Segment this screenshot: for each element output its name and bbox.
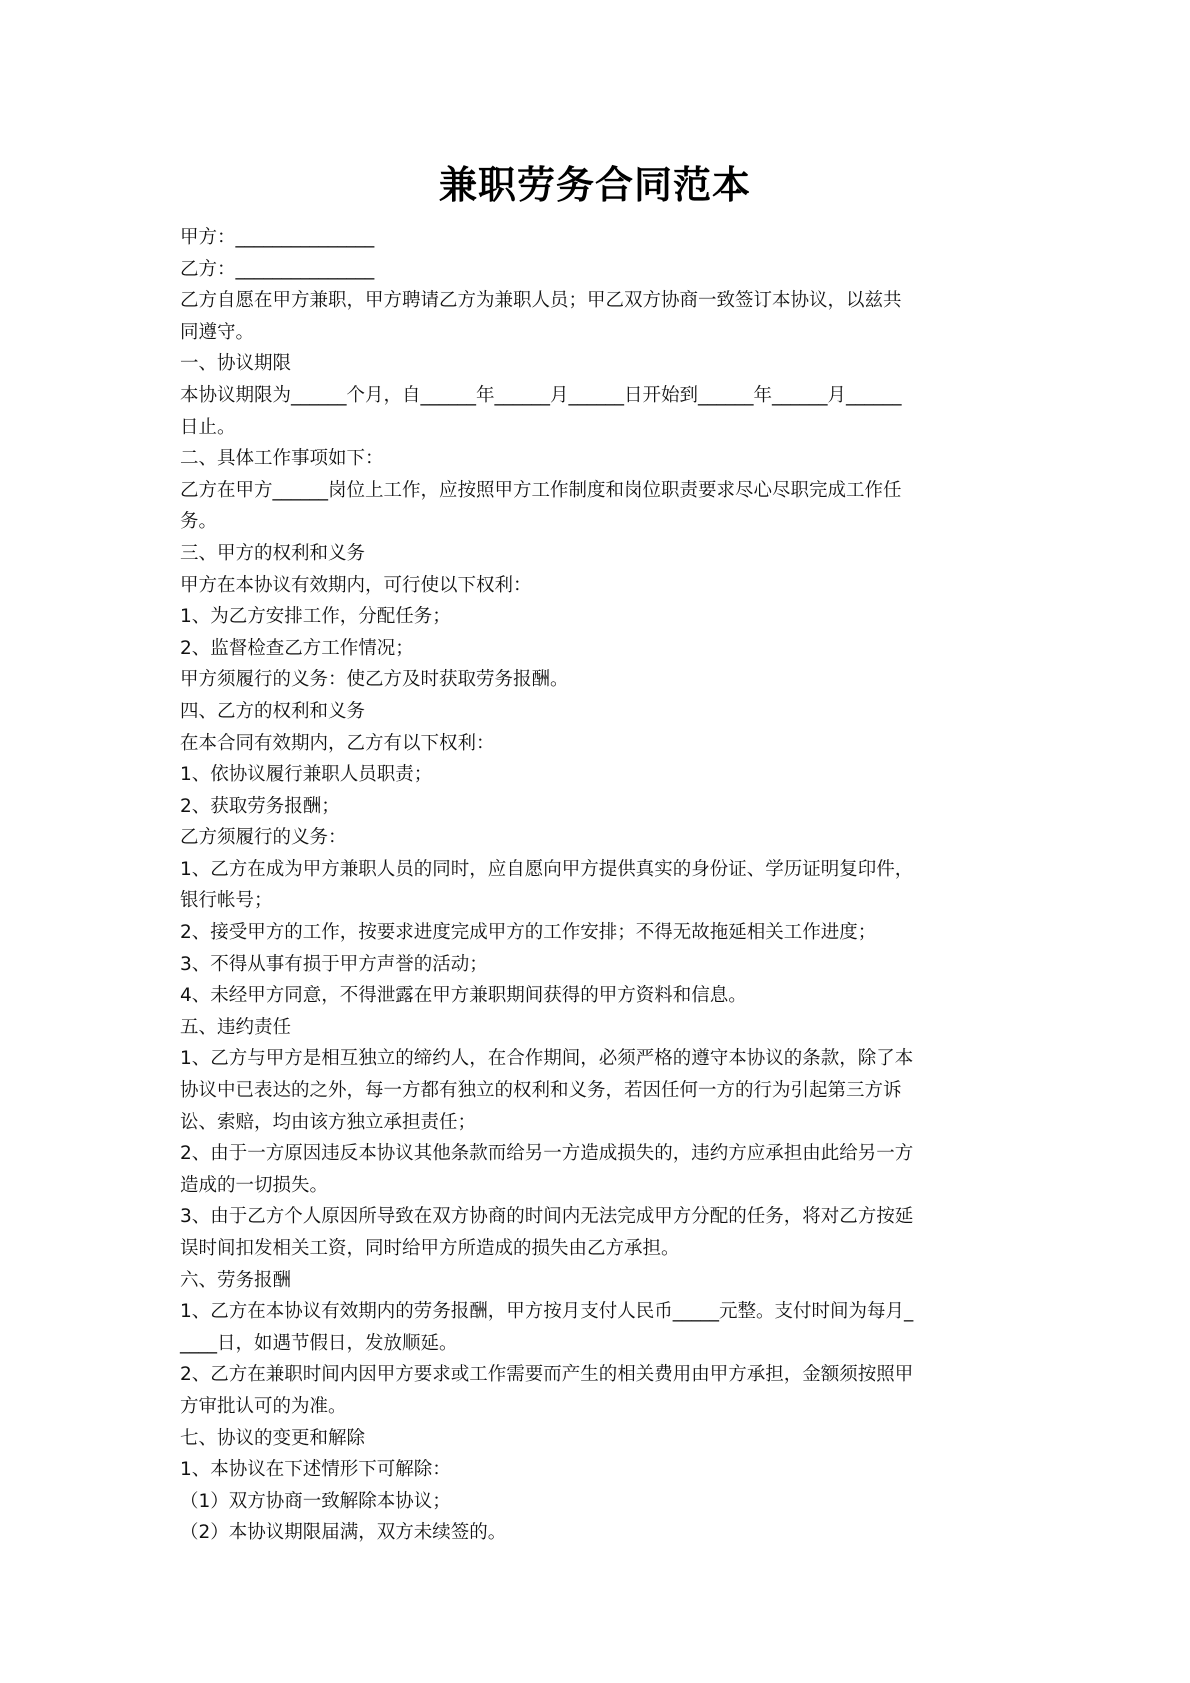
clause-line: 甲方在本协议有效期内，可行使以下权利： — [180, 574, 532, 596]
clause-line: 误时间扣发相关工资，同时给甲方所造成的损失由乙方承担。 — [180, 1238, 680, 1259]
clause-line: 1、依协议履行兼职人员职责； — [180, 764, 433, 786]
clause-line: 务。 — [180, 511, 218, 533]
section-heading: 六、劳务报酬 — [180, 1269, 292, 1291]
section-heading: 三、甲方的权利和义务 — [180, 542, 366, 564]
clause-line: 协议中已表达的之外，每一方都有独立的权利和义务，若因任何一方的行为引起第三方诉 — [180, 1080, 902, 1102]
clause-line: 银行帐号； — [180, 890, 273, 912]
party-a-line: 甲方：_______________ — [180, 227, 375, 248]
clause-line: （1）双方协商一致解除本协议； — [180, 1490, 451, 1512]
section-heading: 七、协议的变更和解除 — [180, 1427, 366, 1449]
clause-line: （2）本协议期限届满，双方未续签的。 — [180, 1522, 507, 1544]
section-heading: 一、协议期限 — [180, 353, 292, 375]
clause-line: 1、乙方在本协议有效期内的劳务报酬，甲方按月支付人民币_____元整。支付时间为每月_ — [180, 1301, 914, 1323]
clause-line: 造成的一切损失。 — [180, 1174, 329, 1196]
section-heading: 二、具体工作事项如下： — [180, 448, 384, 470]
clause-line: 1、乙方与甲方是相互独立的缔约人，在合作期间，必须严格的遵守本协议的条款，除了本 — [180, 1048, 914, 1070]
section-heading: 五、违约责任 — [180, 1016, 292, 1038]
clause-line: 3、不得从事有损于甲方声誉的活动； — [180, 953, 488, 975]
clause-line: 方审批认可的为准。 — [180, 1395, 347, 1417]
clause-line: 2、监督检查乙方工作情况； — [180, 637, 414, 659]
clause-line: 乙方须履行的义务： — [180, 827, 347, 849]
clause-line: 本协议期限为______个月，自______年______月______日开始到______年______月______ — [180, 384, 902, 406]
clause-line: 1、乙方在成为甲方兼职人员的同时，应自愿向甲方提供真实的身份证、学历证明复印件， — [180, 858, 914, 880]
document-title: 兼职劳务合同范本 — [438, 162, 751, 207]
party-b-line: 乙方：_______________ — [180, 258, 375, 280]
clause-line: ____日，如遇节假日，发放顺延。 — [180, 1332, 458, 1354]
clause-line: 日止。 — [180, 416, 236, 438]
clause-line: 在本合同有效期内，乙方有以下权利： — [180, 732, 495, 754]
clause-line: 乙方在甲方______岗位上工作，应按照甲方工作制度和岗位职责要求尽心尽职完成工作任 — [180, 479, 902, 501]
clause-line: 4、未经甲方同意，不得泄露在甲方兼职期间获得的甲方资料和信息。 — [180, 985, 747, 1007]
clause-line: 2、乙方在兼职时间内因甲方要求或工作需要而产生的相关费用由甲方承担，金额须按照甲 — [180, 1364, 914, 1386]
section-heading: 四、乙方的权利和义务 — [180, 700, 366, 722]
preamble-line: 乙方自愿在甲方兼职，甲方聘请乙方为兼职人员；甲乙双方协商一致签订本协议，以兹共 — [180, 290, 902, 312]
clause-line: 2、接受甲方的工作，按要求进度完成甲方的工作安排；不得无故拖延相关工作进度； — [180, 922, 877, 944]
clause-line: 1、为乙方安排工作，分配任务； — [180, 606, 451, 628]
clause-line: 3、由于乙方个人原因所导致在双方协商的时间内无法完成甲方分配的任务，将对乙方按延 — [180, 1206, 914, 1228]
clause-line: 2、由于一方原因违反本协议其他条款而给另一方造成损失的，违约方应承担由此给另一方 — [180, 1143, 914, 1165]
clause-line: 甲方须履行的义务：使乙方及时获取劳务报酬。 — [180, 669, 569, 691]
clause-line: 讼、索赔，均由该方独立承担责任； — [180, 1111, 477, 1133]
document-body — [180, 222, 1010, 1549]
preamble-line: 同遵守。 — [180, 321, 255, 343]
clause-line: 2、获取劳务报酬； — [180, 795, 340, 817]
clause-line: 1、本协议在下述情形下可解除： — [180, 1459, 451, 1481]
